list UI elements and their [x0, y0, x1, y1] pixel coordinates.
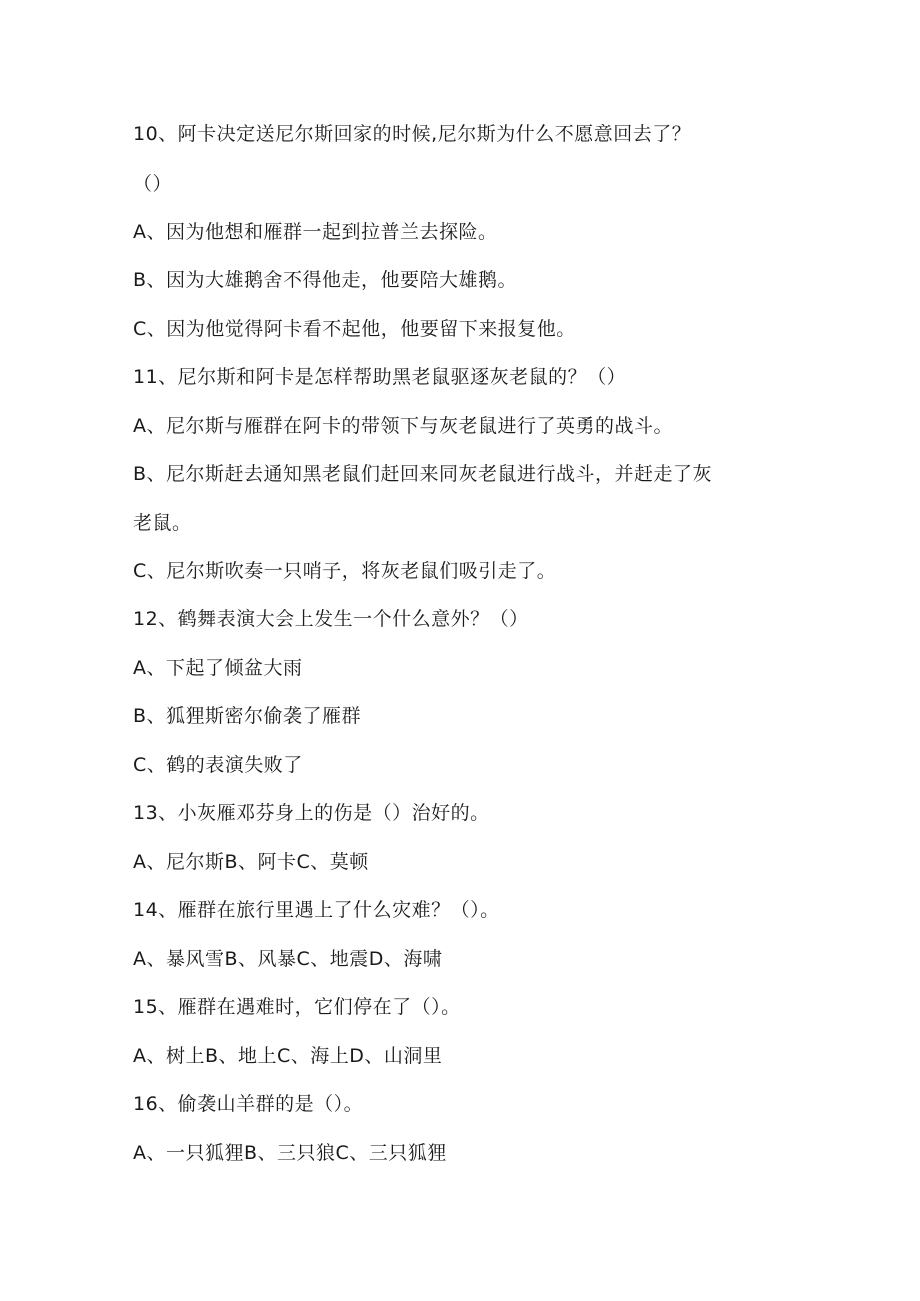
question-11: 11、尼尔斯和阿卡是怎样帮助黑老鼠驱逐灰老鼠的？（） — [133, 366, 627, 388]
options-16: A、一只狐狸B、三只狼C、三只狐狸 — [133, 1142, 447, 1164]
option-11-b: B、尼尔斯赶去通知黑老鼠们赶回来同灰老鼠进行战斗，并赶走了灰 — [133, 463, 713, 485]
options-15: A、树上B、地上C、海上D、山洞里 — [133, 1045, 443, 1067]
question-10-blank: （） — [133, 173, 173, 195]
option-10-c: C、因为他觉得阿卡看不起他，他要留下来报复他。 — [133, 318, 576, 340]
option-10-a: A、因为他想和雁群一起到拉普兰去探险。 — [133, 221, 498, 243]
question-16: 16、偷袭山羊群的是（）。 — [133, 1093, 364, 1115]
option-10-b: B、因为大雄鹅舍不得他走，他要陪大雄鹅。 — [133, 269, 518, 291]
question-13: 13、小灰雁邓芬身上的伤是（）治好的。 — [133, 802, 490, 824]
option-12-c: C、鹤的表演失败了 — [133, 754, 303, 776]
question-12: 12、鹤舞表演大会上发生一个什么意外？（） — [133, 608, 529, 630]
option-12-a: A、下起了倾盆大雨 — [133, 657, 303, 679]
option-11-b-continued: 老鼠。 — [133, 512, 192, 534]
question-14: 14、雁群在旅行里遇上了什么灾难？（）。 — [133, 899, 500, 921]
options-13: A、尼尔斯B、阿卡C、莫顿 — [133, 851, 369, 873]
question-15: 15、雁群在遇难时，它们停在了（）。 — [133, 996, 461, 1018]
question-10: 10、阿卡决定送尼尔斯回家的时候,尼尔斯为什么不愿意回去了？ — [133, 123, 692, 145]
option-11-c: C、尼尔斯吹奏一只哨子，将灰老鼠们吸引走了。 — [133, 560, 557, 582]
option-11-a: A、尼尔斯与雁群在阿卡的带领下与灰老鼠进行了英勇的战斗。 — [133, 415, 673, 437]
options-14: A、暴风雪B、风暴C、地震D、海啸 — [133, 948, 443, 970]
option-12-b: B、狐狸斯密尔偷袭了雁群 — [133, 705, 362, 727]
